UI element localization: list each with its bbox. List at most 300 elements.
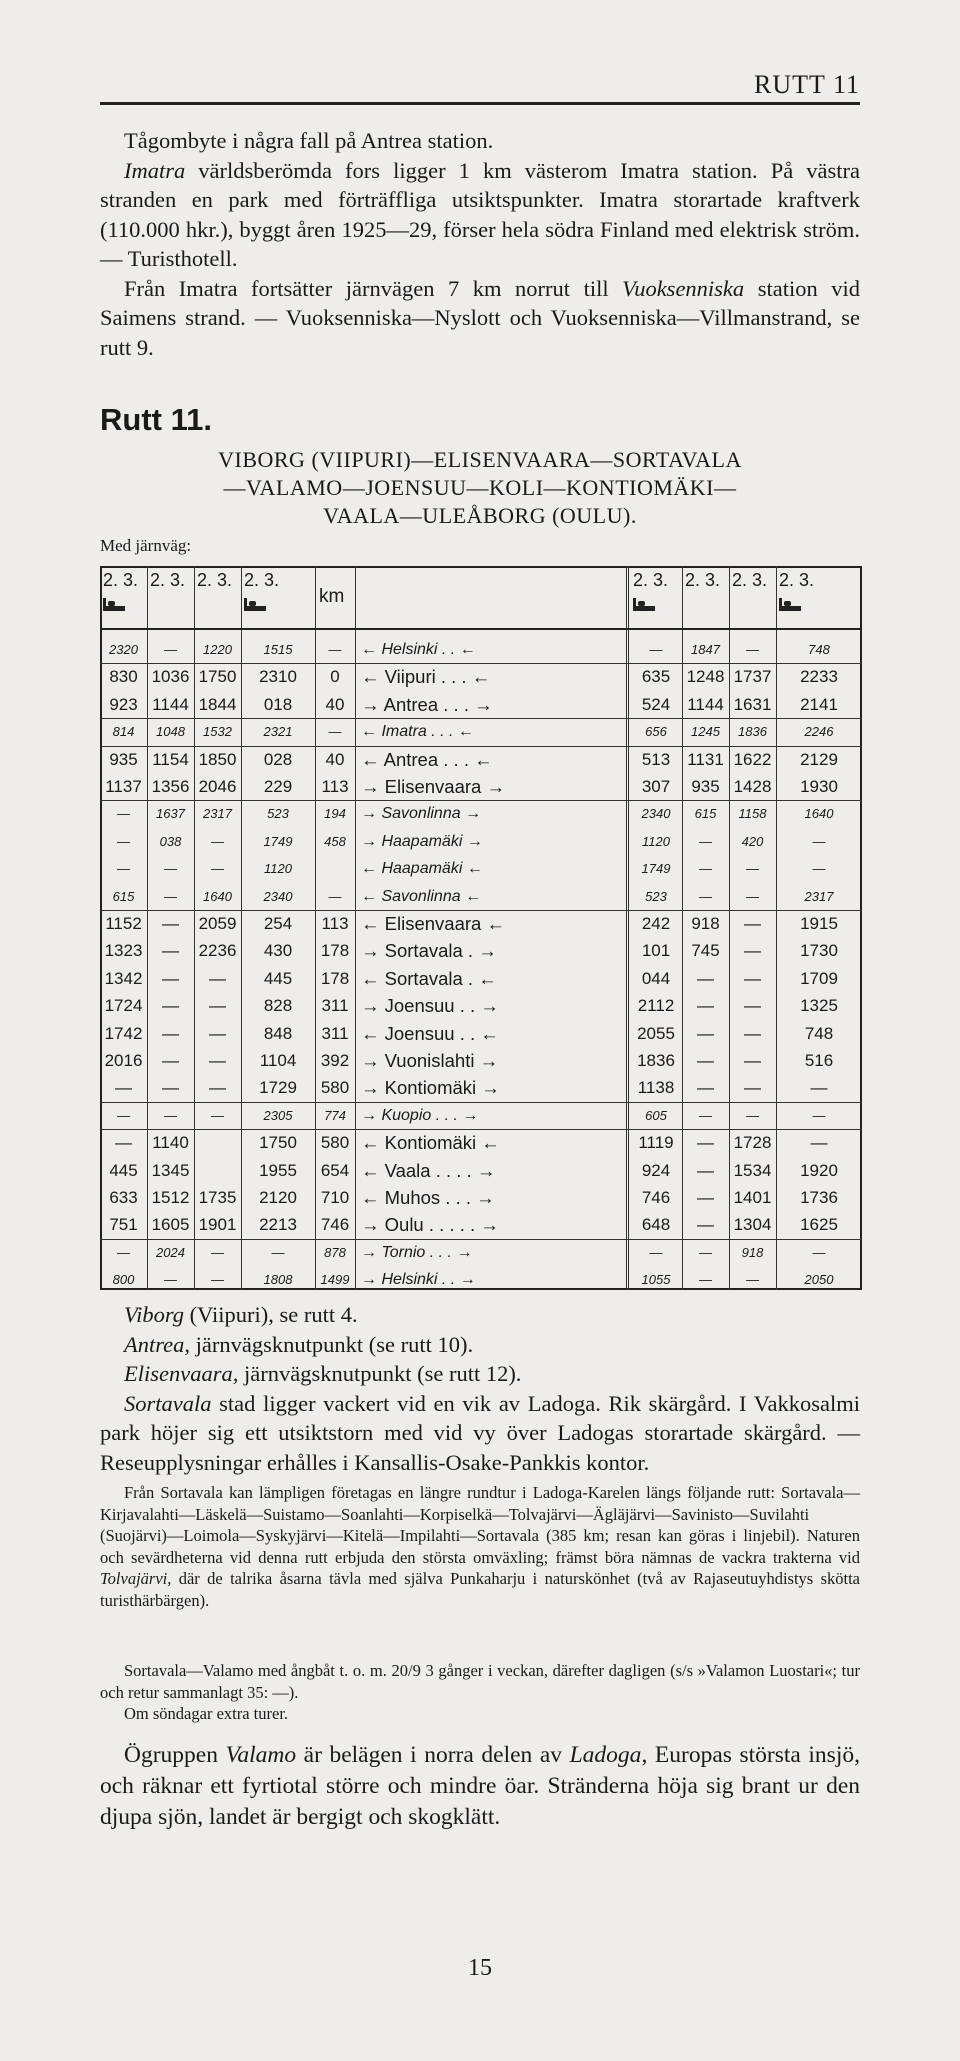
time-cell: 523 <box>645 888 667 904</box>
time-cell: 1640 <box>804 806 834 822</box>
table-row <box>100 746 862 774</box>
table-row <box>100 1266 862 1294</box>
km-value: — <box>328 642 342 657</box>
time-cell: 615 <box>694 806 717 822</box>
time-cell: 935 <box>109 749 138 769</box>
time-cell: 1640 <box>203 888 232 904</box>
time-cell: — <box>649 642 663 657</box>
time-cell: — <box>699 1244 712 1260</box>
header-rule <box>100 628 862 630</box>
time-cell: 1915 <box>800 914 838 933</box>
time-cell: 1729 <box>259 1078 297 1098</box>
time-cell: 1120 <box>642 833 670 849</box>
note-sortavala-em: Sortavala <box>124 1390 212 1416</box>
time-cell: — <box>744 996 761 1016</box>
time-cell: 1120 <box>264 861 292 877</box>
time-cell: — <box>697 1215 714 1235</box>
class-header <box>633 570 668 616</box>
time-cell: 420 <box>741 833 764 849</box>
class-header <box>244 570 279 616</box>
km-value: 113 <box>321 914 349 933</box>
station-name: → Oulu . . . . . → <box>361 1214 499 1236</box>
time-cell: 2340 <box>263 888 293 904</box>
station-name: → Tornio . . . → <box>361 1243 473 1261</box>
time-cell: — <box>812 861 826 877</box>
time-cell: — <box>697 1188 714 1207</box>
time-cell: — <box>699 833 712 849</box>
time-cell: 229 <box>263 777 293 796</box>
time-cell: — <box>744 941 761 961</box>
km-value: 580 <box>320 1133 350 1153</box>
time-cell: 1736 <box>800 1188 838 1207</box>
time-cell: 605 <box>645 1107 667 1123</box>
time-cell: — <box>271 1244 285 1260</box>
note-antrea-text: järnvägsknutpunkt (se rutt 10). <box>190 1331 474 1357</box>
time-cell: 1245 <box>691 724 720 740</box>
time-cell: — <box>699 888 712 904</box>
time-cell: 1631 <box>733 694 772 714</box>
time-cell: 2213 <box>259 1215 297 1235</box>
time-cell: 830 <box>109 667 138 687</box>
time-cell: 1749 <box>263 833 293 849</box>
time-cell: — <box>746 1107 759 1123</box>
route-heading: Rutt 11. <box>100 402 212 437</box>
class-label: 2. 3. <box>732 570 768 590</box>
time-cell: — <box>699 861 712 877</box>
time-cell: — <box>697 968 714 988</box>
time-cell: — <box>209 1078 226 1098</box>
time-cell: 018 <box>263 694 293 714</box>
time-cell: 1955 <box>259 1160 297 1180</box>
time-cell: 1625 <box>800 1215 838 1235</box>
time-cell: 2024 <box>156 1244 185 1260</box>
time-cell: 1036 <box>151 667 190 687</box>
time-cell: 1152 <box>105 914 142 933</box>
station-name: ← Sortavala . ← <box>361 967 497 989</box>
class-label: 2. 3. <box>103 570 139 590</box>
intro-text <box>100 126 860 362</box>
time-cell: 1534 <box>733 1160 772 1180</box>
km-value: 311 <box>321 1023 349 1043</box>
time-cell: — <box>649 1244 663 1260</box>
time-cell: 1750 <box>198 667 237 687</box>
time-cell: 101 <box>641 941 671 961</box>
time-cell: 1730 <box>800 941 838 961</box>
intro-p2 <box>100 156 860 274</box>
table-row <box>100 883 862 911</box>
time-cell: 430 <box>263 941 293 961</box>
time-cell: 1154 <box>152 749 189 769</box>
station-name: → Kuopio . . . → <box>361 1106 479 1124</box>
time-cell: 1131 <box>687 749 724 769</box>
station-name: ← Antrea . . . ← <box>361 748 493 770</box>
time-cell: 1532 <box>203 724 232 740</box>
time-cell: 2141 <box>800 694 838 714</box>
note-viborg-em: Viborg <box>124 1302 184 1327</box>
small-print-2-b: Om söndagar extra turer. <box>124 1704 289 1723</box>
table-row <box>100 718 862 746</box>
km-value: 878 <box>324 1244 346 1260</box>
time-cell: — <box>697 1051 714 1070</box>
station-name: → Joensuu . . → <box>361 995 499 1017</box>
time-cell: 038 <box>159 833 182 849</box>
time-cell: 2305 <box>263 1107 293 1123</box>
time-cell: 656 <box>645 724 667 740</box>
km-value: 1499 <box>320 1272 350 1288</box>
transport-label: Med järnväg: <box>100 536 192 555</box>
time-cell: — <box>164 1107 177 1123</box>
time-cell: 2236 <box>198 941 237 961</box>
time-cell: 524 <box>641 694 671 714</box>
time-cell: 1622 <box>733 749 772 769</box>
time-cell: 2129 <box>800 749 838 769</box>
time-cell: 814 <box>112 724 135 740</box>
km-value: 774 <box>324 1107 346 1123</box>
valamo-b: är belägen i norra delen av <box>296 1742 570 1768</box>
time-cell: — <box>162 914 179 933</box>
valamo-em1: Valamo <box>225 1742 297 1768</box>
time-cell: 2120 <box>259 1188 297 1207</box>
time-cell: 1048 <box>156 724 185 740</box>
table-row <box>100 1102 862 1130</box>
km-value: 580 <box>320 1078 350 1098</box>
time-cell: — <box>744 1078 761 1098</box>
time-cell <box>194 1157 241 1185</box>
time-cell: 242 <box>641 914 671 933</box>
km-value: 178 <box>320 941 350 961</box>
time-cell: 1836 <box>738 724 767 740</box>
table-row <box>100 691 862 719</box>
table-row <box>100 773 862 801</box>
time-cell: 2112 <box>637 996 675 1016</box>
time-cell: 2016 <box>104 1051 143 1070</box>
station-name: → Helsinki . . → <box>361 1271 476 1289</box>
time-cell: 918 <box>741 1244 764 1260</box>
time-cell: — <box>812 833 826 849</box>
time-cell: 1737 <box>733 667 772 687</box>
time-cell: — <box>744 968 761 988</box>
sleeper-car-icon <box>103 599 125 611</box>
time-cell: 615 <box>112 888 135 904</box>
time-cell: — <box>209 1051 226 1070</box>
sleeper-car-icon <box>779 599 801 611</box>
time-cell: — <box>117 1244 130 1260</box>
table-row <box>100 855 862 883</box>
time-cell: 2320 <box>109 642 138 657</box>
time-cell: 1512 <box>151 1188 190 1207</box>
time-cell: 1901 <box>198 1215 237 1235</box>
small-print-1-p <box>100 1482 860 1611</box>
time-cell: 1137 <box>105 777 142 796</box>
time-cell: — <box>162 1023 179 1043</box>
station-name: ← Elisenvaara ← <box>361 913 505 934</box>
time-cell: 1836 <box>637 1051 675 1070</box>
valamo-em2: Ladoga <box>569 1742 642 1768</box>
time-cell: — <box>162 968 179 988</box>
time-cell: — <box>810 1078 828 1098</box>
time-cell: 254 <box>263 914 293 933</box>
table-row <box>100 1047 862 1075</box>
time-cell: — <box>810 1133 828 1153</box>
km-value: 311 <box>321 996 349 1016</box>
time-cell: — <box>164 861 177 877</box>
station-name: ← Haapamäki ← <box>361 860 483 878</box>
time-cell: 1055 <box>641 1272 671 1288</box>
class-header <box>103 570 138 616</box>
time-cell: — <box>209 996 226 1016</box>
time-cell: 1850 <box>198 749 237 769</box>
time-cell: — <box>117 806 130 822</box>
time-cell: 1144 <box>152 694 189 714</box>
time-cell: 516 <box>804 1051 834 1070</box>
notes <box>100 1300 860 1477</box>
time-cell: 513 <box>641 749 671 769</box>
time-cell: — <box>162 1078 179 1098</box>
class-header <box>779 570 814 616</box>
km-value: 654 <box>320 1160 350 1180</box>
km-value: 40 <box>325 694 345 714</box>
time-cell: — <box>164 642 177 657</box>
class-header <box>197 570 232 591</box>
time-cell: 1325 <box>800 996 838 1016</box>
sleeper-car-icon <box>244 599 266 611</box>
km-value: — <box>328 888 342 904</box>
table-row <box>100 1239 862 1267</box>
small-print-2-a: Sortavala—Valamo med ångbåt t. o. m. 20/9 3 gånger i veckan, därefter dagligen (s/s »Valamon Luostari«; tur och retur sammanlagt 35: —). <box>100 1661 860 1702</box>
km-value: 746 <box>320 1215 350 1235</box>
time-cell: — <box>209 1023 226 1043</box>
km-value <box>315 855 355 883</box>
intro-p3-em: Vuoksenniska <box>622 275 745 301</box>
time-cell: 635 <box>641 667 671 687</box>
note-sortavala <box>100 1389 860 1478</box>
time-cell: 745 <box>691 941 720 961</box>
time-cell: — <box>211 1244 224 1260</box>
station-name: → Haapamäki → <box>361 832 483 850</box>
time-cell: 800 <box>112 1272 135 1288</box>
small-print-1-em: Tolvajärvi, <box>100 1569 172 1588</box>
km-header: km <box>319 586 345 607</box>
km-value: 178 <box>320 968 350 988</box>
km-value: 0 <box>330 667 340 687</box>
table-row <box>100 800 862 828</box>
small-print-2 <box>100 1660 860 1725</box>
time-cell: 2317 <box>804 888 834 904</box>
time-cell: — <box>162 996 179 1016</box>
time-cell: 2321 <box>263 724 293 740</box>
time-cell: 1220 <box>203 642 232 657</box>
time-cell: 523 <box>267 806 289 822</box>
time-cell: 1144 <box>687 694 724 714</box>
time-cell: 1847 <box>691 642 720 657</box>
time-cell: 1709 <box>800 968 838 988</box>
time-cell: — <box>746 1272 759 1288</box>
note-antrea-em: Antrea, <box>124 1331 191 1357</box>
time-cell: 1140 <box>152 1133 189 1153</box>
time-cell: — <box>744 1023 761 1043</box>
time-cell: 1158 <box>738 806 767 822</box>
time-cell: 1728 <box>733 1133 772 1153</box>
km-value: 458 <box>324 833 346 849</box>
time-cell: 1930 <box>800 777 838 796</box>
page-number: 15 <box>468 1955 492 1981</box>
time-cell: 751 <box>109 1215 138 1235</box>
table-row <box>100 937 862 965</box>
time-cell: 1138 <box>637 1078 675 1098</box>
time-cell: — <box>812 1107 826 1123</box>
time-cell: — <box>697 1023 714 1043</box>
time-cell: 1304 <box>733 1215 772 1235</box>
time-cell: — <box>697 996 714 1016</box>
time-cell: — <box>164 1272 177 1288</box>
note-elisenvaara <box>100 1359 860 1389</box>
time-cell: — <box>211 833 224 849</box>
time-cell: 2317 <box>203 806 232 822</box>
valamo-p <box>100 1740 860 1833</box>
time-cell: — <box>117 833 130 849</box>
time-cell: 1345 <box>151 1160 190 1180</box>
station-name: ← Imatra . . . ← <box>361 723 474 741</box>
class-header <box>732 570 767 591</box>
station-name: → Savonlinna → <box>361 805 482 823</box>
time-cell: 648 <box>641 1215 671 1235</box>
time-cell: — <box>699 1107 712 1123</box>
time-cell: 445 <box>263 968 293 988</box>
time-cell: 1749 <box>641 861 671 877</box>
time-cell: 1750 <box>259 1133 297 1153</box>
table-row <box>100 1074 862 1102</box>
table-row <box>100 663 862 691</box>
class-label: 2. 3. <box>150 570 186 590</box>
time-cell: 2059 <box>198 914 237 933</box>
intro-p2-em: Imatra <box>124 157 186 183</box>
time-cell: 923 <box>109 694 138 714</box>
station-name: ← Kontiomäki ← <box>361 1132 500 1154</box>
intro-p3-a: Från Imatra fortsätter järnvägen 7 km norrut till <box>124 275 623 301</box>
time-cell: 2050 <box>804 1272 834 1288</box>
station-name: → Vuonislahti → <box>361 1050 499 1071</box>
station-name: ← Joensuu . . ← <box>361 1022 499 1044</box>
table-row <box>100 910 862 938</box>
small-print-1-b: där de talrika åsarna tävla med själva Punkaharju i naturskönhet (två av Rajaseutuyhdistys skötta turisthärbärgen). <box>100 1569 860 1610</box>
time-cell: 1342 <box>104 968 143 988</box>
time-cell: 1605 <box>151 1215 190 1235</box>
route-line-1: VIBORG (VIIPURI)—ELISENVAARA—SORTAVALA <box>218 447 742 472</box>
time-cell: 307 <box>641 777 671 796</box>
route-line-2: —VALAMO—JOENSUU—KOLI—KONTIOMÄKI— <box>223 475 737 500</box>
table-row <box>100 1020 862 1048</box>
km-value: 40 <box>325 749 345 769</box>
time-cell: 1356 <box>151 777 190 796</box>
time-cell: 1323 <box>104 941 143 961</box>
km-value: — <box>328 724 342 740</box>
km-value: 194 <box>324 806 346 822</box>
table-row <box>100 828 862 856</box>
time-cell: — <box>211 1272 224 1288</box>
time-cell: 1808 <box>263 1272 293 1288</box>
table-row <box>100 1211 862 1239</box>
route-title <box>100 446 860 530</box>
running-title: RUTT 11 <box>754 70 860 99</box>
intro-p3-b: station vid Saimens strand. — Vuoksenniska—Nyslott och Vuoksenniska—Villmanstrand, se rutt 9. <box>100 275 860 360</box>
time-cell: 2246 <box>804 724 834 740</box>
class-label: 2. 3. <box>197 570 233 590</box>
time-cell: — <box>746 888 759 904</box>
note-sortavala-text: stad ligger vackert vid en vik av Ladoga. Rik skärgård. I Vakkosalmi park höjer sig ett utsiktstorn med vid vy över Ladogas storartade skärgård. — Reseupplysningar erhålles i Kansallis-Osake-Pankkis kontor. <box>100 1390 860 1475</box>
time-cell: 1515 <box>263 642 293 657</box>
class-header <box>685 570 720 591</box>
km-value: 392 <box>320 1051 350 1070</box>
time-cell: 2310 <box>259 667 297 687</box>
time-cell: 1735 <box>198 1188 237 1207</box>
time-cell: 445 <box>109 1160 138 1180</box>
class-label: 2. 3. <box>685 570 721 590</box>
time-cell: 633 <box>109 1188 138 1207</box>
valamo-paragraph <box>100 1740 860 1833</box>
note-elisenvaara-em: Elisenvaara, <box>124 1361 239 1386</box>
table-row <box>100 1157 862 1185</box>
station-name: ← Helsinki . . ← <box>361 641 476 658</box>
table-row <box>100 1184 862 1212</box>
station-name: ← Vaala . . . . → <box>361 1159 496 1181</box>
time-cell: 1724 <box>104 996 143 1016</box>
station-name: ← Viipuri . . . ← <box>361 666 491 688</box>
time-cell: — <box>211 861 224 877</box>
time-cell: — <box>697 1160 714 1180</box>
time-cell: 746 <box>641 1188 671 1207</box>
time-cell: 828 <box>263 996 293 1016</box>
page-header <box>100 64 860 104</box>
intro-p3 <box>100 274 860 363</box>
time-cell: 044 <box>641 968 671 988</box>
class-label: 2. 3. <box>779 570 815 590</box>
station-name: ← Muhos . . . → <box>361 1187 495 1208</box>
time-cell: — <box>746 861 759 877</box>
time-cell: 924 <box>641 1160 671 1180</box>
time-cell: 1844 <box>198 694 237 714</box>
time-cell: — <box>164 888 177 904</box>
time-cell: 848 <box>263 1023 293 1043</box>
valamo-c: , Europas största insjö, och räknar ett fyrtiotal större och mindre öar. Stränderna höja sig brant ur den djupa sjön, landet är bergigt och skogklätt. <box>100 1742 860 1830</box>
note-antrea <box>100 1330 860 1360</box>
station-name: → Elisenvaara → <box>361 776 505 797</box>
valamo-a: Ögruppen <box>124 1742 226 1768</box>
time-cell: 918 <box>691 914 720 933</box>
time-cell: 1104 <box>259 1051 297 1070</box>
time-cell: — <box>162 941 179 961</box>
time-cell: 028 <box>263 749 293 769</box>
time-cell: — <box>744 914 761 933</box>
time-cell: — <box>812 1244 826 1260</box>
time-cell: — <box>162 1051 179 1070</box>
time-cell: — <box>744 1051 761 1070</box>
table-row <box>100 965 862 993</box>
table-row <box>100 992 862 1020</box>
time-cell: — <box>746 642 759 657</box>
time-cell: 748 <box>808 642 830 657</box>
note-elisenvaara-text: järnvägsknutpunkt (se rutt 12). <box>238 1361 522 1386</box>
time-cell: 1920 <box>800 1160 838 1180</box>
timetable <box>100 566 862 1290</box>
time-cell: 2340 <box>641 806 671 822</box>
time-cell: — <box>115 1133 132 1153</box>
station-name: → Antrea . . . → <box>361 693 493 715</box>
time-cell: 1119 <box>638 1133 674 1153</box>
time-cell: — <box>117 861 130 877</box>
route-line-3: VAALA—ULEÅBORG (OULU). <box>323 503 637 528</box>
table-row <box>100 1129 862 1157</box>
time-cell: 2055 <box>637 1023 675 1043</box>
